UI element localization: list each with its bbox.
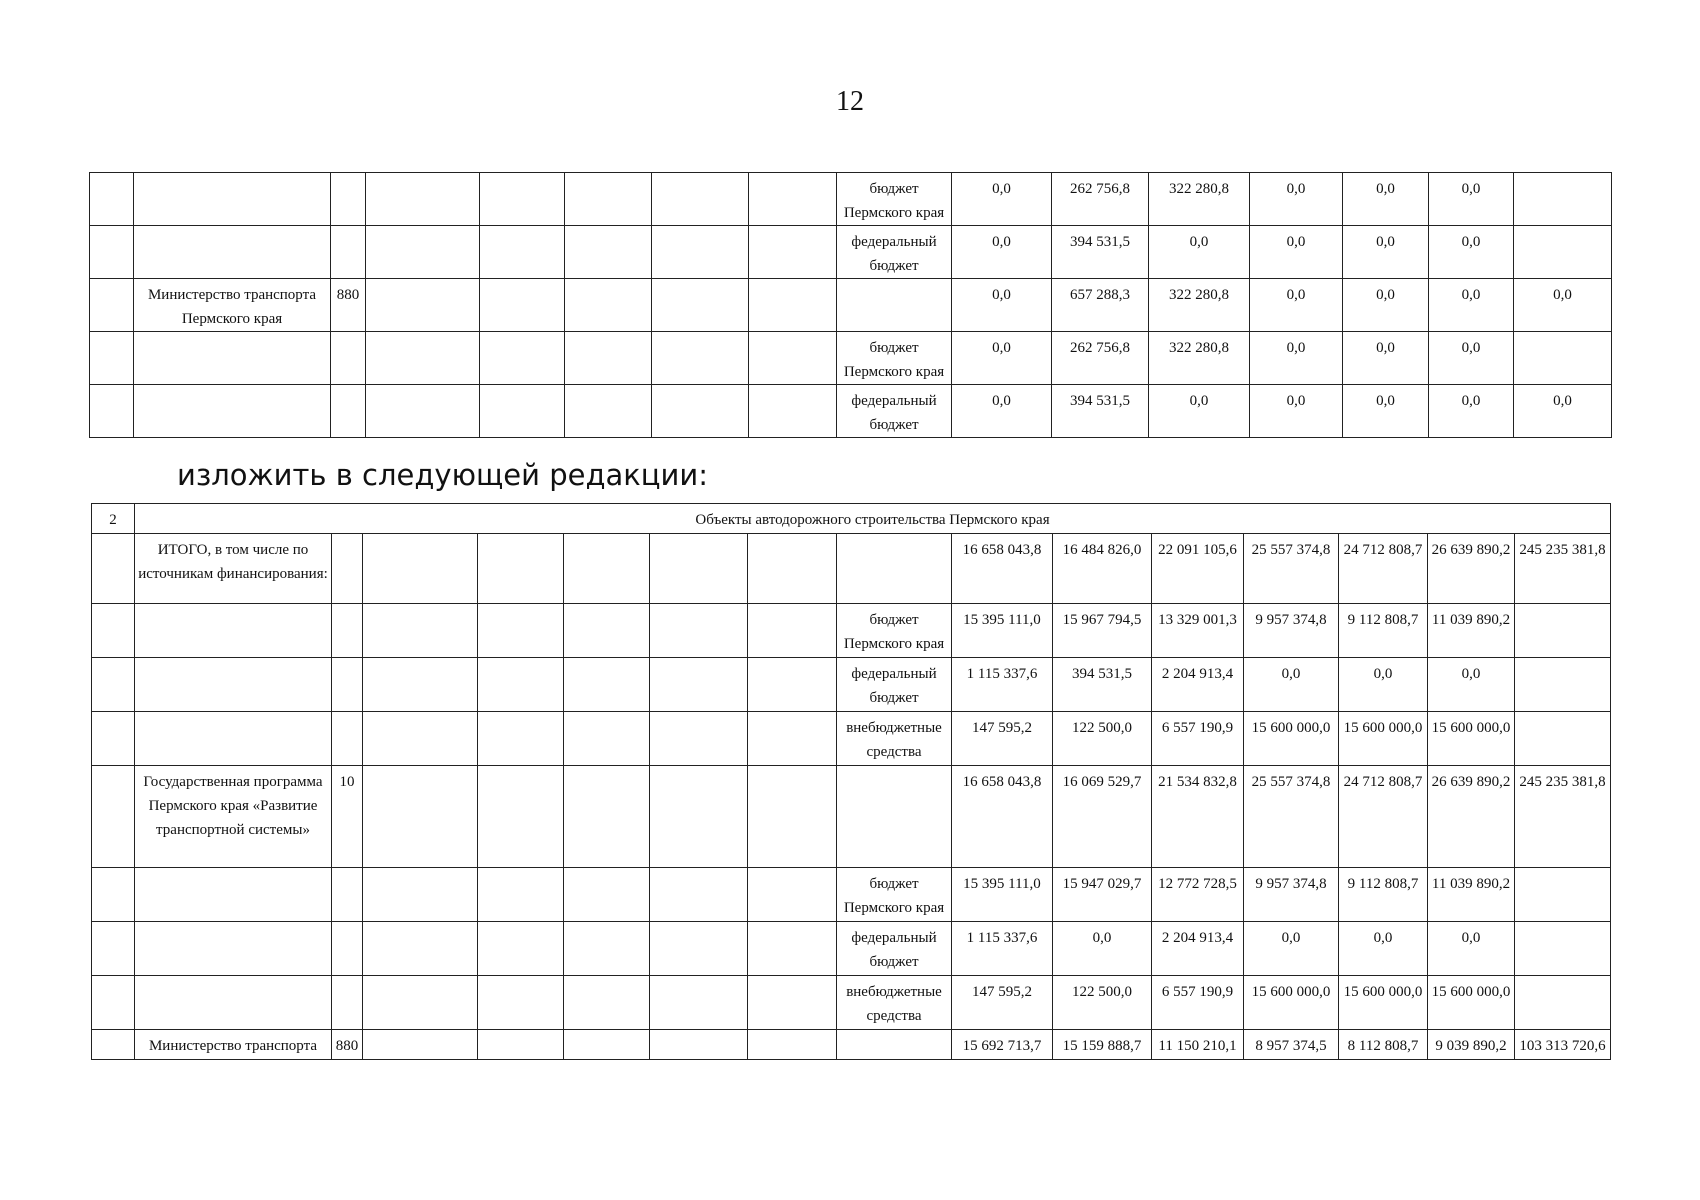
value-cell: 15 600 000,0 xyxy=(1428,712,1515,766)
funding-source-cell xyxy=(837,279,952,332)
value-cell: 147 595,2 xyxy=(952,976,1053,1030)
row-code-cell xyxy=(331,332,366,385)
value-cell: 0,0 xyxy=(1250,279,1343,332)
row-code-cell xyxy=(332,976,363,1030)
value-cell: 0,0 xyxy=(1429,332,1514,385)
row-index-cell xyxy=(90,226,134,279)
value-cell xyxy=(1515,658,1611,712)
value-cell: 1 115 337,6 xyxy=(952,658,1053,712)
empty-cell xyxy=(564,868,650,922)
row-name-cell xyxy=(134,226,331,279)
value-cell: 25 557 374,8 xyxy=(1244,534,1339,604)
row-index-cell xyxy=(92,976,135,1030)
value-cell xyxy=(1515,922,1611,976)
value-cell xyxy=(1514,226,1612,279)
value-cell: 322 280,8 xyxy=(1149,279,1250,332)
row-name-cell: Министерство транспорта Пермского края xyxy=(134,279,331,332)
value-cell: 262 756,8 xyxy=(1052,332,1149,385)
value-cell: 0,0 xyxy=(1339,922,1428,976)
value-cell: 0,0 xyxy=(1343,385,1429,438)
empty-cell xyxy=(749,226,837,279)
value-cell: 15 600 000,0 xyxy=(1339,712,1428,766)
empty-cell xyxy=(748,766,837,868)
funding-source-cell: внебюджетные средства xyxy=(837,976,952,1030)
row-code-cell: 880 xyxy=(331,279,366,332)
row-name-cell xyxy=(135,712,332,766)
empty-cell xyxy=(748,604,837,658)
empty-cell xyxy=(478,766,564,868)
empty-cell xyxy=(478,658,564,712)
row-name-cell: Министерство транспорта xyxy=(135,1030,332,1060)
row-code-cell xyxy=(332,604,363,658)
empty-cell xyxy=(748,976,837,1030)
empty-cell xyxy=(565,385,652,438)
value-cell: 24 712 808,7 xyxy=(1339,534,1428,604)
table-row xyxy=(90,385,1612,438)
row-name-cell xyxy=(135,868,332,922)
value-cell: 0,0 xyxy=(952,279,1052,332)
funding-source-cell: федеральный бюджет xyxy=(837,226,952,279)
value-cell: 12 772 728,5 xyxy=(1152,868,1244,922)
empty-cell xyxy=(478,868,564,922)
section-number: 2 xyxy=(92,504,135,534)
value-cell: 0,0 xyxy=(1250,173,1343,226)
row-index-cell xyxy=(90,332,134,385)
funding-source-cell xyxy=(837,766,952,868)
empty-cell xyxy=(565,173,652,226)
value-cell: 9 957 374,8 xyxy=(1244,604,1339,658)
row-code-cell xyxy=(331,226,366,279)
value-cell: 122 500,0 xyxy=(1053,976,1152,1030)
value-cell: 0,0 xyxy=(1149,226,1250,279)
empty-cell xyxy=(748,922,837,976)
value-cell: 0,0 xyxy=(1429,385,1514,438)
value-cell: 0,0 xyxy=(1429,173,1514,226)
empty-cell xyxy=(480,279,565,332)
empty-cell xyxy=(363,766,478,868)
row-code-cell xyxy=(331,173,366,226)
value-cell: 322 280,8 xyxy=(1149,332,1250,385)
row-index-cell xyxy=(92,766,135,868)
funding-source-cell: федеральный бюджет xyxy=(837,922,952,976)
empty-cell xyxy=(564,534,650,604)
funding-source-cell: федеральный бюджет xyxy=(837,385,952,438)
value-cell: 16 658 043,8 xyxy=(952,534,1053,604)
empty-cell xyxy=(650,1030,748,1060)
value-cell: 0,0 xyxy=(1250,385,1343,438)
funding-source-cell: бюджет Пермского края xyxy=(837,332,952,385)
value-cell: 25 557 374,8 xyxy=(1244,766,1339,868)
empty-cell xyxy=(363,604,478,658)
row-name-cell xyxy=(135,658,332,712)
value-cell: 9 039 890,2 xyxy=(1428,1030,1515,1060)
value-cell: 9 112 808,7 xyxy=(1339,868,1428,922)
empty-cell xyxy=(748,868,837,922)
empty-cell xyxy=(480,226,565,279)
row-index-cell xyxy=(92,868,135,922)
value-cell: 0,0 xyxy=(1343,332,1429,385)
value-cell: 2 204 913,4 xyxy=(1152,922,1244,976)
empty-cell xyxy=(480,173,565,226)
value-cell: 0,0 xyxy=(1244,922,1339,976)
empty-cell xyxy=(650,534,748,604)
value-cell: 322 280,8 xyxy=(1149,173,1250,226)
row-index-cell xyxy=(92,1030,135,1060)
value-cell: 0,0 xyxy=(952,385,1052,438)
empty-cell xyxy=(652,332,749,385)
row-code-cell xyxy=(331,385,366,438)
row-code-cell xyxy=(332,922,363,976)
value-cell xyxy=(1514,332,1612,385)
value-cell: 0,0 xyxy=(1149,385,1250,438)
empty-cell xyxy=(650,868,748,922)
row-code-cell: 880 xyxy=(332,1030,363,1060)
value-cell xyxy=(1515,868,1611,922)
value-cell: 0,0 xyxy=(1514,279,1612,332)
row-code-cell: 10 xyxy=(332,766,363,868)
value-cell: 0,0 xyxy=(1343,173,1429,226)
table-row xyxy=(90,332,1612,385)
empty-cell xyxy=(564,712,650,766)
table-row xyxy=(92,766,1611,868)
value-cell: 6 557 190,9 xyxy=(1152,976,1244,1030)
empty-cell xyxy=(478,1030,564,1060)
value-cell: 11 150 210,1 xyxy=(1152,1030,1244,1060)
empty-cell xyxy=(564,766,650,868)
row-index-cell xyxy=(90,173,134,226)
empty-cell xyxy=(478,976,564,1030)
value-cell: 15 395 111,0 xyxy=(952,604,1053,658)
table-row xyxy=(92,976,1611,1030)
value-cell: 15 159 888,7 xyxy=(1053,1030,1152,1060)
row-name-cell: ИТОГО, в том числе по источникам финансирования: xyxy=(135,534,332,604)
value-cell: 394 531,5 xyxy=(1052,226,1149,279)
value-cell: 22 091 105,6 xyxy=(1152,534,1244,604)
value-cell: 16 658 043,8 xyxy=(952,766,1053,868)
empty-cell xyxy=(650,604,748,658)
empty-cell xyxy=(748,712,837,766)
empty-cell xyxy=(650,658,748,712)
empty-cell xyxy=(478,534,564,604)
empty-cell xyxy=(749,279,837,332)
value-cell: 0,0 xyxy=(1428,658,1515,712)
empty-cell xyxy=(363,922,478,976)
empty-cell xyxy=(748,658,837,712)
section-title: Объекты автодорожного строительства Пермского края xyxy=(135,504,1611,534)
value-cell: 122 500,0 xyxy=(1053,712,1152,766)
funding-source-cell: бюджет Пермского края xyxy=(837,173,952,226)
value-cell: 0,0 xyxy=(1244,658,1339,712)
value-cell: 0,0 xyxy=(1053,922,1152,976)
funding-source-cell: внебюджетные средства xyxy=(837,712,952,766)
empty-cell xyxy=(363,1030,478,1060)
funding-source-cell xyxy=(837,534,952,604)
value-cell: 0,0 xyxy=(1429,226,1514,279)
empty-cell xyxy=(564,658,650,712)
row-name-cell: Государственная программа Пермского края «Развитие транспортной системы» xyxy=(135,766,332,868)
row-index-cell xyxy=(92,922,135,976)
empty-cell xyxy=(478,922,564,976)
empty-cell xyxy=(478,712,564,766)
table-row xyxy=(92,1030,1611,1060)
table-row xyxy=(92,922,1611,976)
row-code-cell xyxy=(332,658,363,712)
empty-cell xyxy=(366,226,480,279)
value-cell: 15 947 029,7 xyxy=(1053,868,1152,922)
empty-cell xyxy=(564,604,650,658)
value-cell: 657 288,3 xyxy=(1052,279,1149,332)
value-cell: 245 235 381,8 xyxy=(1515,766,1611,868)
empty-cell xyxy=(749,173,837,226)
table-row xyxy=(90,173,1612,226)
funding-source-cell: федеральный бюджет xyxy=(837,658,952,712)
value-cell: 13 329 001,3 xyxy=(1152,604,1244,658)
value-cell: 26 639 890,2 xyxy=(1428,766,1515,868)
value-cell: 147 595,2 xyxy=(952,712,1053,766)
table-row xyxy=(90,279,1612,332)
value-cell xyxy=(1515,712,1611,766)
instruction-text: изложить в следующей редакции: xyxy=(177,458,708,492)
empty-cell xyxy=(366,173,480,226)
row-name-cell xyxy=(135,976,332,1030)
value-cell: 15 967 794,5 xyxy=(1053,604,1152,658)
value-cell: 15 692 713,7 xyxy=(952,1030,1053,1060)
value-cell: 0,0 xyxy=(952,226,1052,279)
row-index-cell xyxy=(90,279,134,332)
value-cell: 15 600 000,0 xyxy=(1339,976,1428,1030)
value-cell: 16 484 826,0 xyxy=(1053,534,1152,604)
value-cell: 15 600 000,0 xyxy=(1428,976,1515,1030)
value-cell: 2 204 913,4 xyxy=(1152,658,1244,712)
value-cell: 245 235 381,8 xyxy=(1515,534,1611,604)
empty-cell xyxy=(366,385,480,438)
row-code-cell xyxy=(332,712,363,766)
row-name-cell xyxy=(135,922,332,976)
row-index-cell xyxy=(90,385,134,438)
table-row xyxy=(90,226,1612,279)
empty-cell xyxy=(565,279,652,332)
value-cell: 15 395 111,0 xyxy=(952,868,1053,922)
value-cell: 8 112 808,7 xyxy=(1339,1030,1428,1060)
value-cell: 0,0 xyxy=(1514,385,1612,438)
empty-cell xyxy=(363,534,478,604)
row-code-cell xyxy=(332,534,363,604)
value-cell: 16 069 529,7 xyxy=(1053,766,1152,868)
empty-cell xyxy=(564,976,650,1030)
empty-cell xyxy=(366,279,480,332)
value-cell: 24 712 808,7 xyxy=(1339,766,1428,868)
value-cell: 15 600 000,0 xyxy=(1244,712,1339,766)
value-cell: 11 039 890,2 xyxy=(1428,868,1515,922)
table-row xyxy=(92,658,1611,712)
value-cell: 9 957 374,8 xyxy=(1244,868,1339,922)
value-cell: 8 957 374,5 xyxy=(1244,1030,1339,1060)
empty-cell xyxy=(363,712,478,766)
empty-cell xyxy=(565,226,652,279)
value-cell xyxy=(1515,604,1611,658)
empty-cell xyxy=(478,604,564,658)
row-name-cell xyxy=(134,173,331,226)
funding-source-cell xyxy=(837,1030,952,1060)
value-cell: 0,0 xyxy=(952,332,1052,385)
empty-cell xyxy=(363,658,478,712)
value-cell: 0,0 xyxy=(1429,279,1514,332)
empty-cell xyxy=(749,332,837,385)
value-cell: 15 600 000,0 xyxy=(1244,976,1339,1030)
value-cell: 262 756,8 xyxy=(1052,173,1149,226)
value-cell: 394 531,5 xyxy=(1053,658,1152,712)
value-cell: 0,0 xyxy=(1343,279,1429,332)
value-cell: 9 112 808,7 xyxy=(1339,604,1428,658)
empty-cell xyxy=(564,1030,650,1060)
value-cell xyxy=(1514,173,1612,226)
empty-cell xyxy=(652,279,749,332)
empty-cell xyxy=(480,385,565,438)
empty-cell xyxy=(652,226,749,279)
empty-cell xyxy=(652,173,749,226)
empty-cell xyxy=(749,385,837,438)
value-cell: 0,0 xyxy=(1250,226,1343,279)
row-name-cell xyxy=(134,385,331,438)
page-number: 12 xyxy=(836,86,864,117)
empty-cell xyxy=(650,766,748,868)
value-cell: 0,0 xyxy=(1343,226,1429,279)
row-index-cell xyxy=(92,712,135,766)
empty-cell xyxy=(565,332,652,385)
table-row xyxy=(92,712,1611,766)
empty-cell xyxy=(748,1030,837,1060)
value-cell: 0,0 xyxy=(1339,658,1428,712)
old-financing-table xyxy=(89,172,1612,438)
empty-cell xyxy=(650,712,748,766)
section-header-row xyxy=(92,504,1611,534)
value-cell: 0,0 xyxy=(1428,922,1515,976)
row-name-cell xyxy=(134,332,331,385)
new-financing-table xyxy=(91,503,1611,1060)
table-row xyxy=(92,868,1611,922)
value-cell: 1 115 337,6 xyxy=(952,922,1053,976)
funding-source-cell: бюджет Пермского края xyxy=(837,868,952,922)
value-cell: 6 557 190,9 xyxy=(1152,712,1244,766)
value-cell: 394 531,5 xyxy=(1052,385,1149,438)
empty-cell xyxy=(480,332,565,385)
row-code-cell xyxy=(332,868,363,922)
table-row xyxy=(92,534,1611,604)
value-cell: 0,0 xyxy=(1250,332,1343,385)
empty-cell xyxy=(363,976,478,1030)
empty-cell xyxy=(363,868,478,922)
empty-cell xyxy=(366,332,480,385)
row-name-cell xyxy=(135,604,332,658)
row-index-cell xyxy=(92,658,135,712)
value-cell xyxy=(1515,976,1611,1030)
value-cell: 21 534 832,8 xyxy=(1152,766,1244,868)
row-index-cell xyxy=(92,534,135,604)
value-cell: 103 313 720,6 xyxy=(1515,1030,1611,1060)
value-cell: 11 039 890,2 xyxy=(1428,604,1515,658)
funding-source-cell: бюджет Пермского края xyxy=(837,604,952,658)
empty-cell xyxy=(650,976,748,1030)
empty-cell xyxy=(652,385,749,438)
value-cell: 26 639 890,2 xyxy=(1428,534,1515,604)
empty-cell xyxy=(748,534,837,604)
row-index-cell xyxy=(92,604,135,658)
empty-cell xyxy=(564,922,650,976)
value-cell: 0,0 xyxy=(952,173,1052,226)
empty-cell xyxy=(650,922,748,976)
table-row xyxy=(92,604,1611,658)
